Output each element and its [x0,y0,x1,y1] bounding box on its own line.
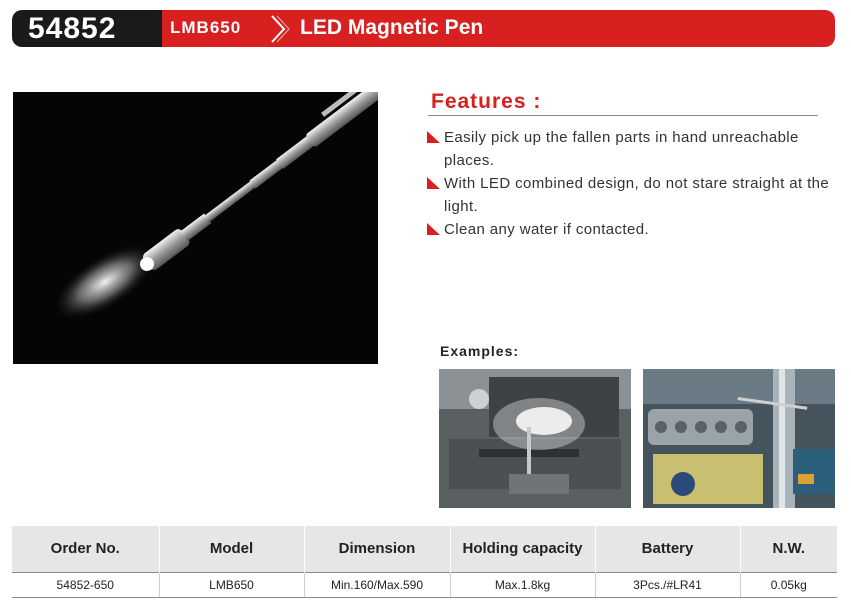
cell-dimension: Min.160/Max.590 [304,573,450,598]
examples-heading: Examples: [440,343,520,359]
cell-model: LMB650 [159,573,304,598]
product-photo [13,92,378,364]
header-net-weight: N.W. [740,526,837,573]
table-row [12,573,837,598]
example-photo-chain [643,369,835,508]
feature-item [426,126,844,172]
header-order-no: Order No. [12,526,159,573]
header-battery: Battery [595,526,740,573]
feature-item [426,172,844,218]
feature-item [426,218,844,241]
product-title: LED Magnetic Pen [300,16,484,39]
example-photo-machinery [439,369,631,508]
header-banner [12,10,835,47]
header-model: Model [159,526,304,573]
chevron-right-icon [268,14,290,44]
feature-text: Easily pick up the fallen parts in hand unreachable places. [444,129,799,169]
cell-net-weight: 0.05kg [740,573,837,598]
header-holding-capacity: Holding capacity [450,526,595,573]
cell-holding-capacity: Max.1.8kg [450,573,595,598]
cell-battery: 3Pcs./#LR41 [595,573,740,598]
table-header-row [12,526,837,573]
features-list [426,126,844,241]
banner-red-segment [142,10,835,47]
model-number: LMB650 [170,18,242,37]
spec-table [12,526,837,598]
red-triangle-bullet-icon [427,131,440,143]
magnetic-pen-photo [13,92,378,364]
red-triangle-bullet-icon [427,223,440,235]
features-heading: Features : [431,90,542,113]
red-triangle-bullet-icon [427,177,440,189]
feature-text: With LED combined design, do not stare straight at the light. [444,175,830,215]
features-divider [428,115,818,116]
cell-order-no: 54852-650 [12,573,159,598]
header-dimension: Dimension [304,526,450,573]
feature-text: Clean any water if contacted. [444,221,650,238]
item-code: 54852 [28,12,117,45]
